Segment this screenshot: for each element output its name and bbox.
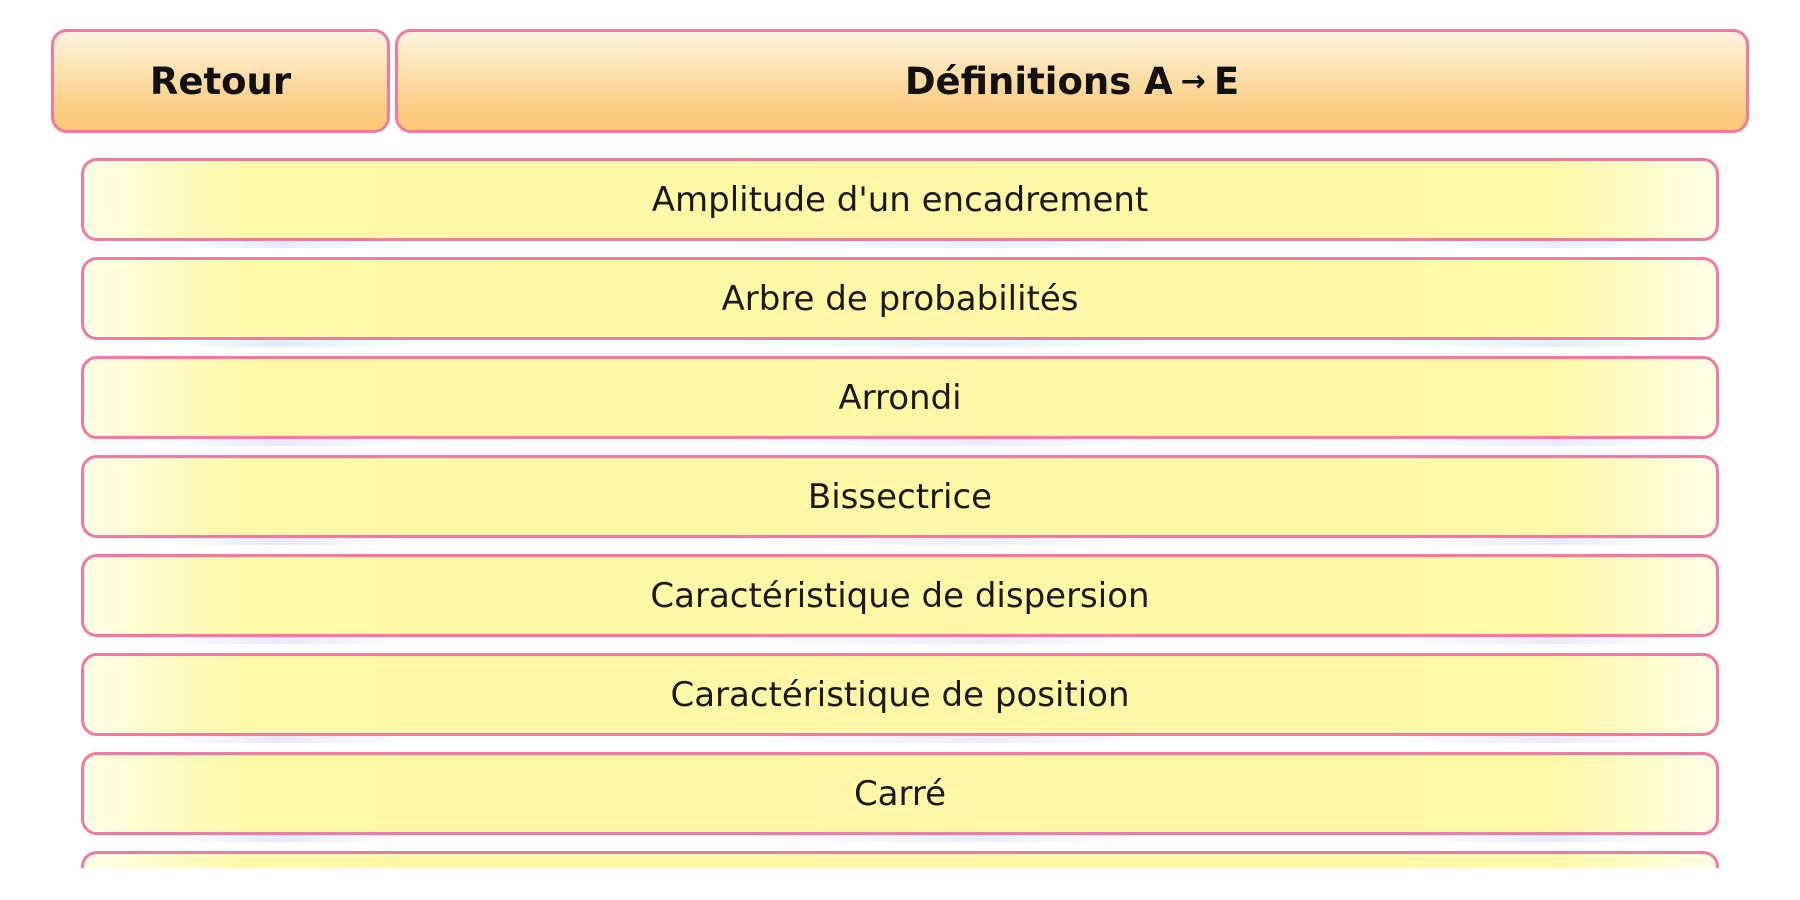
back-button-label: Retour <box>149 59 292 103</box>
list-item-label: Arbre de probabilités <box>721 278 1079 319</box>
definitions-list[interactable] <box>81 158 1719 868</box>
list-item[interactable] <box>81 653 1719 736</box>
list-item-label: Arrondi <box>838 377 962 418</box>
list-item-label: Caractéristique de position <box>670 674 1130 715</box>
list-item[interactable] <box>81 752 1719 835</box>
list-item-label: Amplitude d'un encadrement <box>651 179 1149 220</box>
list-item[interactable] <box>81 455 1719 538</box>
right-arrow-icon: → <box>1180 63 1206 99</box>
app-header <box>51 29 1749 137</box>
list-item[interactable] <box>81 257 1719 340</box>
list-item[interactable] <box>81 554 1719 637</box>
list-item[interactable] <box>81 158 1719 241</box>
page-title <box>395 29 1749 133</box>
list-item-label: Bissectrice <box>807 476 993 517</box>
list-item[interactable] <box>81 851 1719 868</box>
page-title-prefix: Définitions A <box>904 59 1173 103</box>
list-item[interactable] <box>81 356 1719 439</box>
back-button[interactable] <box>51 29 390 133</box>
page-title-suffix: E <box>1213 59 1240 103</box>
list-item-label: Caractéristique de dispersion <box>650 575 1150 616</box>
list-item-label: Carré <box>853 773 947 814</box>
